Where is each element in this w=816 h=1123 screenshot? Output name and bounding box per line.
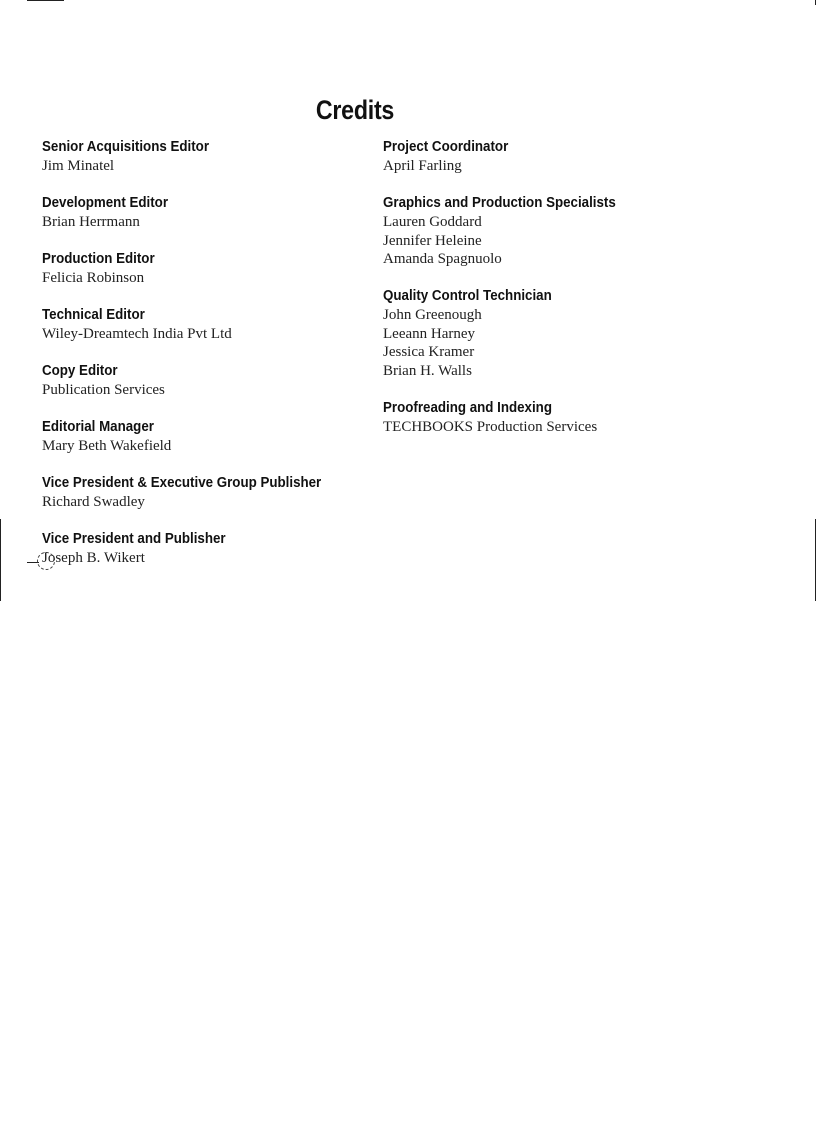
credit-name: Brian Herrmann bbox=[42, 214, 140, 230]
credit-role: Quality Control Technician bbox=[383, 288, 552, 304]
credit-name: Felicia Robinson bbox=[42, 270, 145, 286]
credit-name: Publication Services bbox=[42, 382, 165, 398]
credit-name: Joseph B. Wikert bbox=[42, 550, 145, 566]
credit-name: Lauren Goddard bbox=[383, 214, 482, 230]
credit-role: Proofreading and Indexing bbox=[383, 399, 552, 416]
credit-section bbox=[383, 138, 763, 176]
credits-right-column bbox=[383, 138, 763, 455]
credit-section bbox=[383, 194, 763, 269]
credit-name: Wiley-Dreamtech India Pvt Ltd bbox=[42, 326, 232, 342]
credit-name: Jim Minatel bbox=[42, 158, 115, 174]
credit-role: Editorial Manager bbox=[42, 419, 154, 435]
credit-name: Leeann Harney bbox=[383, 325, 476, 342]
credit-section bbox=[42, 306, 362, 344]
credit-section bbox=[42, 530, 362, 568]
credit-role: Vice President & Executive Group Publisher bbox=[42, 475, 322, 491]
credit-name: Jessica Kramer bbox=[383, 344, 475, 360]
credit-role: Development Editor bbox=[42, 195, 169, 211]
credit-name: Jennifer Heleine bbox=[383, 232, 482, 249]
registration-mark-left bbox=[0, 519, 1, 601]
credit-role: Graphics and Production Specialists bbox=[383, 195, 616, 211]
crop-mark-top-left bbox=[27, 0, 64, 1]
credit-role: Senior Acquisitions Editor bbox=[42, 139, 210, 155]
credit-section bbox=[42, 194, 362, 232]
credit-role: Production Editor bbox=[42, 251, 155, 267]
credit-section bbox=[42, 474, 362, 512]
credit-name: Richard Swadley bbox=[42, 494, 145, 510]
credit-role: Copy Editor bbox=[42, 363, 118, 379]
credit-name: April Farling bbox=[383, 158, 462, 174]
credit-name: Mary Beth Wakefield bbox=[42, 438, 172, 454]
credit-name: TECHBOOKS Production Services bbox=[383, 418, 598, 435]
credit-role: Project Coordinator bbox=[383, 139, 509, 155]
credit-section bbox=[42, 250, 362, 288]
credit-section bbox=[383, 399, 763, 437]
credit-section bbox=[42, 362, 362, 400]
credit-section bbox=[42, 418, 362, 456]
credits-left-column bbox=[42, 138, 362, 586]
credit-role: Vice President and Publisher bbox=[42, 531, 226, 547]
credit-name: Amanda Spagnuolo bbox=[383, 251, 502, 267]
credit-section bbox=[383, 287, 763, 380]
credit-name: Brian H. Walls bbox=[383, 362, 472, 379]
credit-role: Technical Editor bbox=[42, 307, 145, 323]
credit-section bbox=[42, 138, 362, 176]
credit-name: John Greenough bbox=[383, 307, 482, 323]
page-title: Credits bbox=[315, 95, 395, 125]
